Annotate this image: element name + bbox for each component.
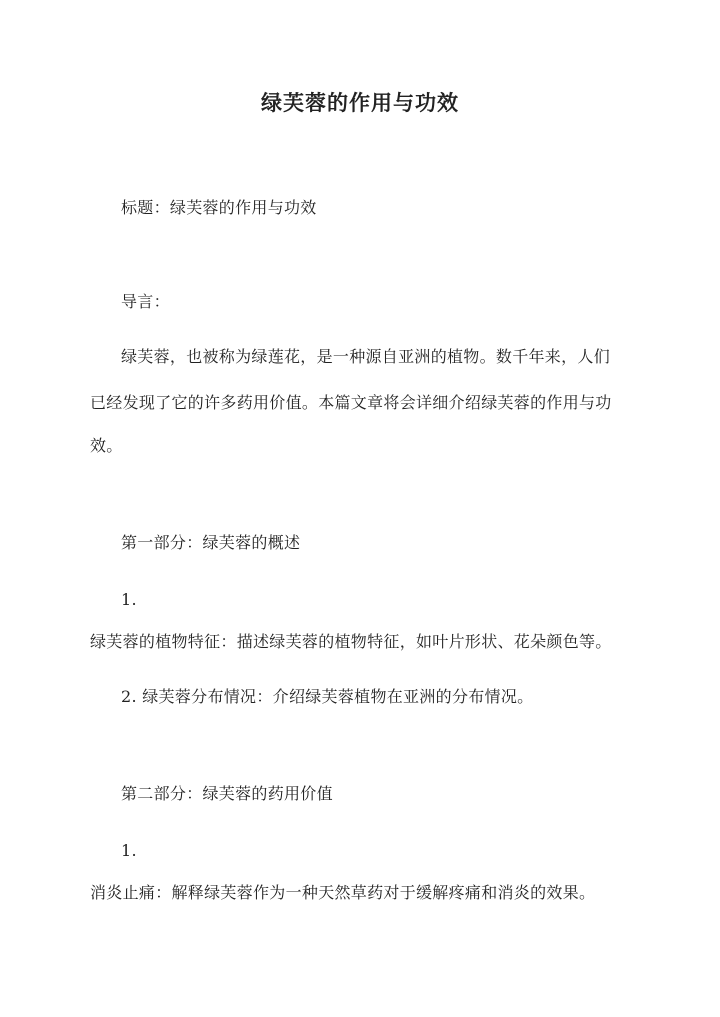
section-1-item-1-number: 1. [121,590,137,609]
intro-paragraph-line-3: 效。 [90,436,123,455]
intro-paragraph-line-2: 已经发现了它的许多药用价值。本篇文章将会详细介绍绿芙蓉的作用与功 [90,393,612,412]
section-2-item-1-number: 1. [121,841,137,860]
section-2-heading: 第二部分：绿芙蓉的药用价值 [121,784,333,803]
section-1-heading: 第一部分：绿芙蓉的概述 [121,533,301,552]
section-1-item-2: 2. 绿芙蓉分布情况：介绍绿芙蓉植物在亚洲的分布情况。 [121,687,534,706]
section-1-item-1-text: 绿芙蓉的植物特征：描述绿芙蓉的植物特征，如叶片形状、花朵颜色等。 [90,632,612,651]
intro-heading: 导言： [121,292,170,311]
section-2-item-1-text: 消炎止痛：解释绿芙蓉作为一种天然草药对于缓解疼痛和消炎的效果。 [90,883,596,902]
intro-paragraph-line-1: 绿芙蓉，也被称为绿莲花，是一种源自亚洲的植物。数千年来，人们 [121,347,611,366]
subtitle-line: 标题：绿芙蓉的作用与功效 [121,198,317,217]
document-title: 绿芙蓉的作用与功效 [261,90,459,115]
